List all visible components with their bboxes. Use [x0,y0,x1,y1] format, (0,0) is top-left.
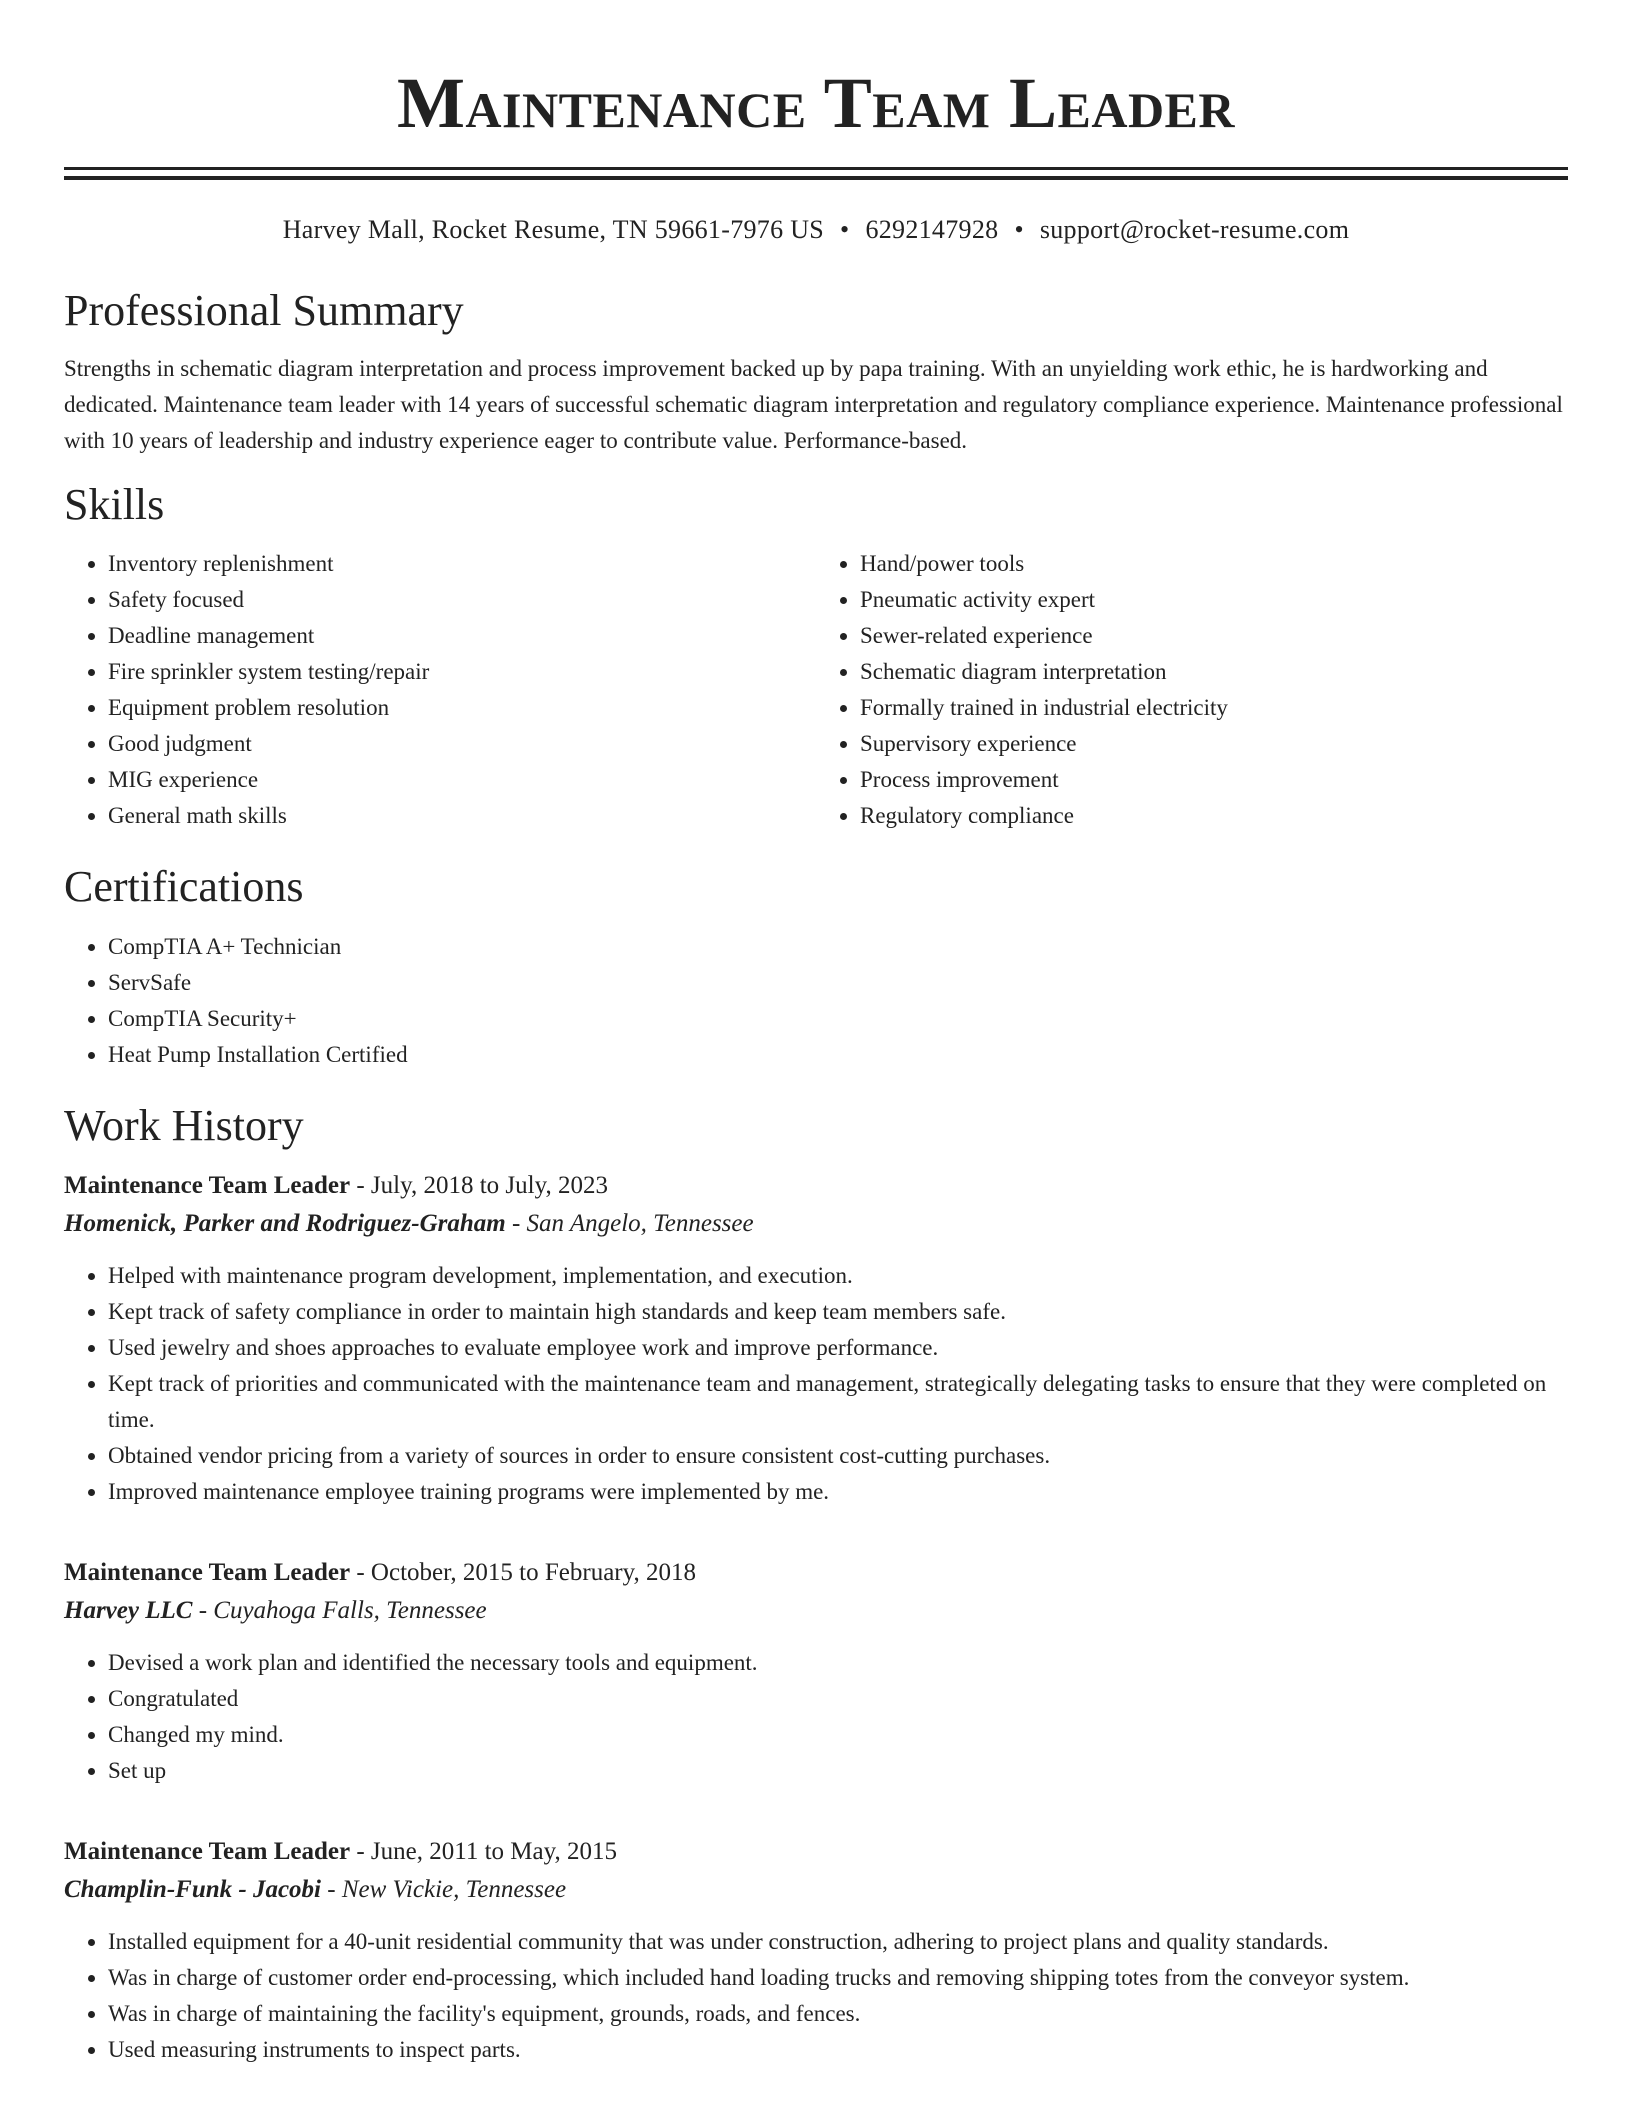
job-role: Maintenance Team Leader [64,1838,351,1865]
certifications-heading: Certifications [64,862,304,911]
job-bullet: • Improved maintenance employee training programs were implemented by me. [108,1474,1568,1510]
job-dates: - July, 2018 to July, 2023 [350,1172,608,1199]
job-company-line [64,1205,1568,1243]
job-company: Champlin-Funk - Jacobi [64,1876,321,1903]
job-bullet: • Congratulated [108,1681,1568,1717]
certification-item: • Heat Pump Installation Certified [108,1037,1568,1073]
job-bullet: • Set up [108,1753,1568,1789]
job-dates: - June, 2011 to May, 2015 [350,1838,617,1865]
job-bullet: • Used jewelry and shoes approaches to evaluate employee work and improve performance. [108,1330,1568,1366]
skills-columns [64,546,1568,834]
job-location: - New Vickie, Tennessee [321,1876,567,1903]
skill-item: • Inventory replenishment [108,546,816,582]
summary-heading: Professional Summary [64,286,464,335]
skill-item: • Good judgment [108,726,816,762]
contact-separator: • [840,215,850,244]
skill-item: • Supervisory experience [860,726,1568,762]
contact-address: Harvey Mall, Rocket Resume, TN 59661-7976 US [282,215,825,244]
skill-item: • Deadline management [108,618,816,654]
contact-email: support@rocket-resume.com [1039,215,1350,244]
job-bullet: • Kept track of safety compliance in order to maintain high standards and keep team members safe. [108,1294,1568,1330]
skills-heading: Skills [64,480,165,529]
job-bullets [64,1924,1568,2068]
contact-line [64,214,1568,246]
job-bullet: • Was in charge of customer order end-processing, which included hand loading trucks and removing shipping totes from the conveyor system. [108,1960,1568,1996]
job-bullet: • Devised a work plan and identified the necessary tools and equipment. [108,1645,1568,1681]
certifications-list [64,929,1568,1073]
job-bullets [64,1258,1568,1510]
job-bullet: • Changed my mind. [108,1717,1568,1753]
skill-item: • Schematic diagram interpretation [860,654,1568,690]
header-divider-secondary [64,176,1568,180]
skills-list-right [816,546,1568,834]
job-bullets [64,1645,1568,1789]
resume-name: Maintenance Team Leader [396,63,1236,143]
skill-item: • MIG experience [108,762,816,798]
job-bullet: • Was in charge of maintaining the facility's equipment, grounds, roads, and fences. [108,1996,1568,2032]
job-bullet: • Installed equipment for a 40-unit residential community that was under construction, adhering to project plans and quality standards. [108,1924,1568,1960]
job-company: Homenick, Parker and Rodriguez-Graham [64,1210,506,1237]
skill-item: • Safety focused [108,582,816,618]
job-bullet: • Obtained vendor pricing from a variety of sources in order to ensure consistent cost-cutting purchases. [108,1438,1568,1474]
skill-item: • Process improvement [860,762,1568,798]
contact-phone: 6292147928 [865,215,999,244]
job-role: Maintenance Team Leader [64,1172,351,1199]
job-company-line [64,1871,1568,1909]
summary-text: Strengths in schematic diagram interpretation and process improvement backed up by papa training. With an unyielding work ethic, he is hardworking and dedicated. Maintenance team leader with 14 years of successful schematic diagram interpretation and regulatory compliance experience. Maintenance professional with 10 years of leadership and industry experience eager to contribute value. Performance-based. [64,356,1563,453]
work-history-heading: Work History [64,1101,304,1150]
skill-item: • Fire sprinkler system testing/repair [108,654,816,690]
skill-item: • Equipment problem resolution [108,690,816,726]
contact-separator: • [1014,215,1024,244]
skill-item: • Regulatory compliance [860,798,1568,834]
job-dates: - October, 2015 to February, 2018 [350,1559,697,1586]
job-location: - Cuyahoga Falls, Tennessee [192,1597,487,1624]
job-role: Maintenance Team Leader [64,1559,351,1586]
certification-item: • ServSafe [108,965,1568,1001]
job-location: - San Angelo, Tennessee [505,1210,754,1237]
job-title-line [64,1167,1568,1205]
job-company: Harvey LLC [64,1597,193,1624]
skill-item: • Hand/power tools [860,546,1568,582]
job-bullet: • Kept track of priorities and communicated with the maintenance team and management, strategically delegating tasks to ensure that they were completed on time. [108,1366,1568,1438]
certification-item: • CompTIA Security+ [108,1001,1568,1037]
job-bullet: • Used measuring instruments to inspect parts. [108,2032,1568,2068]
skills-list-left [64,546,816,834]
job-bullet: • Helped with maintenance program development, implementation, and execution. [108,1258,1568,1294]
header-divider [64,167,1568,170]
job-title-line [64,1554,1568,1592]
skill-item: • General math skills [108,798,816,834]
job-title-line [64,1833,1568,1871]
skill-item: • Pneumatic activity expert [860,582,1568,618]
certification-item: • CompTIA A+ Technician [108,929,1568,965]
skill-item: • Sewer-related experience [860,618,1568,654]
skill-item: • Formally trained in industrial electricity [860,690,1568,726]
job-company-line [64,1592,1568,1630]
